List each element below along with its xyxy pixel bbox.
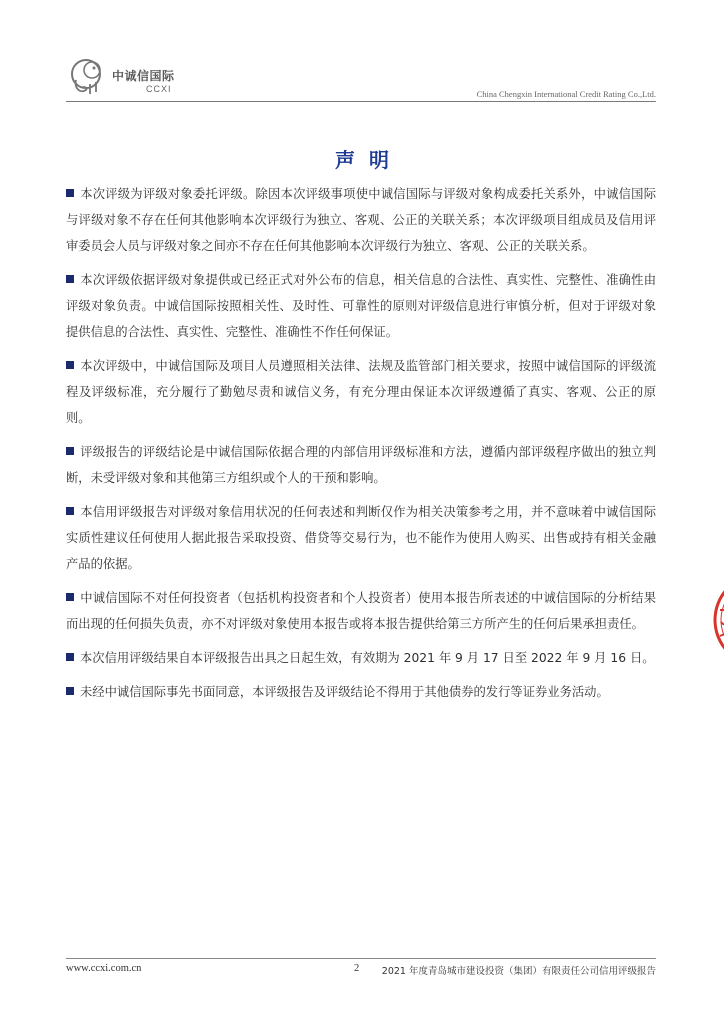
- paragraph-text: 本次评级依据评级对象提供或已经正式对外公布的信息，相关信息的合法性、真实性、完整性、准确性由评级对象负责。中诚信国际按照相关性、及时性、可靠性的原则对评级信息进行审慎分析，但对于评级对象提供信息的合法性、真实性、完整性、准确性不作任何保证。: [66, 273, 656, 339]
- paragraph-text: 本次信用评级结果自本评级报告出具之日起生效，有效期为 2021 年 9 月 17 日至 2022 年 9 月 16 日。: [80, 651, 655, 665]
- footer-divider: [66, 958, 656, 959]
- statement-paragraph: [66, 585, 656, 637]
- paragraph-text: 评级报告的评级结论是中诚信国际依据合理的内部信用评级标准和方法，遵循内部评级程序做出的独立判断，未受评级对象和其他第三方组织或个人的干预和影响。: [66, 445, 656, 485]
- square-bullet-icon: [66, 361, 74, 369]
- statement-paragraph: [66, 181, 656, 259]
- statement-body: [66, 181, 656, 713]
- square-bullet-icon: [66, 447, 74, 455]
- logo-english-text: CCXI: [146, 84, 172, 94]
- ccxi-logo: [66, 54, 176, 102]
- header-divider: [66, 101, 656, 102]
- square-bullet-icon: [66, 507, 74, 515]
- logo-chinese-text: 中诚信国际: [112, 69, 175, 83]
- footer-website-url: www.ccxi.com.cn: [66, 963, 142, 974]
- paragraph-text: 本次评级中，中诚信国际及项目人员遵照相关法律、法规及监管部门相关要求，按照中诚信国际的评级流程及评级标准，充分履行了勤勉尽责和诚信义务，有充分理由保证本次评级遵循了真实、客观、公正的原则。: [66, 359, 656, 425]
- paragraph-text: 中诚信国际不对任何投资者（包括机构投资者和个人投资者）使用本报告所表述的中诚信国际的分析结果而出现的任何损失负责，亦不对评级对象使用本报告或将本报告提供给第三方所产生的任何后果承担责任。: [66, 591, 656, 631]
- ccxi-elephant-icon: [66, 54, 112, 100]
- paragraph-text: 未经中诚信国际事先书面同意，本评级报告及评级结论不得用于其他债券的发行等证券业务活动。: [80, 685, 609, 699]
- statement-paragraph: [66, 267, 656, 345]
- page-title: 声明: [335, 148, 403, 172]
- page-header: [66, 52, 656, 104]
- square-bullet-icon: [66, 653, 74, 661]
- square-bullet-icon: [66, 275, 74, 283]
- paragraph-text: 本信用评级报告对评级对象信用状况的任何表述和判断仅作为相关决策参考之用，并不意味着中诚信国际实质性建议任何使用人据此报告采取投资、借贷等交易行为，也不能作为使用人购买、出售或持有相关金融产品的依据。: [66, 505, 656, 571]
- square-bullet-icon: [66, 189, 74, 197]
- statement-paragraph: [66, 499, 656, 577]
- company-seal-stamp: [706, 570, 724, 670]
- footer-report-name: 2021 年度青岛城市建设投资（集团）有限责任公司信用评级报告: [381, 966, 656, 977]
- company-english-name: China Chengxin International Credit Rating Co.,Ltd.: [476, 89, 656, 99]
- square-bullet-icon: [66, 593, 74, 601]
- statement-paragraph: [66, 645, 656, 671]
- page-number: 2: [354, 963, 360, 974]
- square-bullet-icon: [66, 687, 74, 695]
- paragraph-text: 本次评级为评级对象委托评级。除因本次评级事项使中诚信国际与评级对象构成委托关系外，中诚信国际与评级对象不存在任何其他影响本次评级行为独立、客观、公正的关联关系；本次评级项目组成员及信用评审委员会人员与评级对象之间亦不存在任何其他影响本次评级行为独立、客观、公正的关联关系。: [66, 187, 656, 253]
- statement-paragraph: [66, 679, 656, 705]
- statement-paragraph: [66, 439, 656, 491]
- statement-paragraph: [66, 353, 656, 431]
